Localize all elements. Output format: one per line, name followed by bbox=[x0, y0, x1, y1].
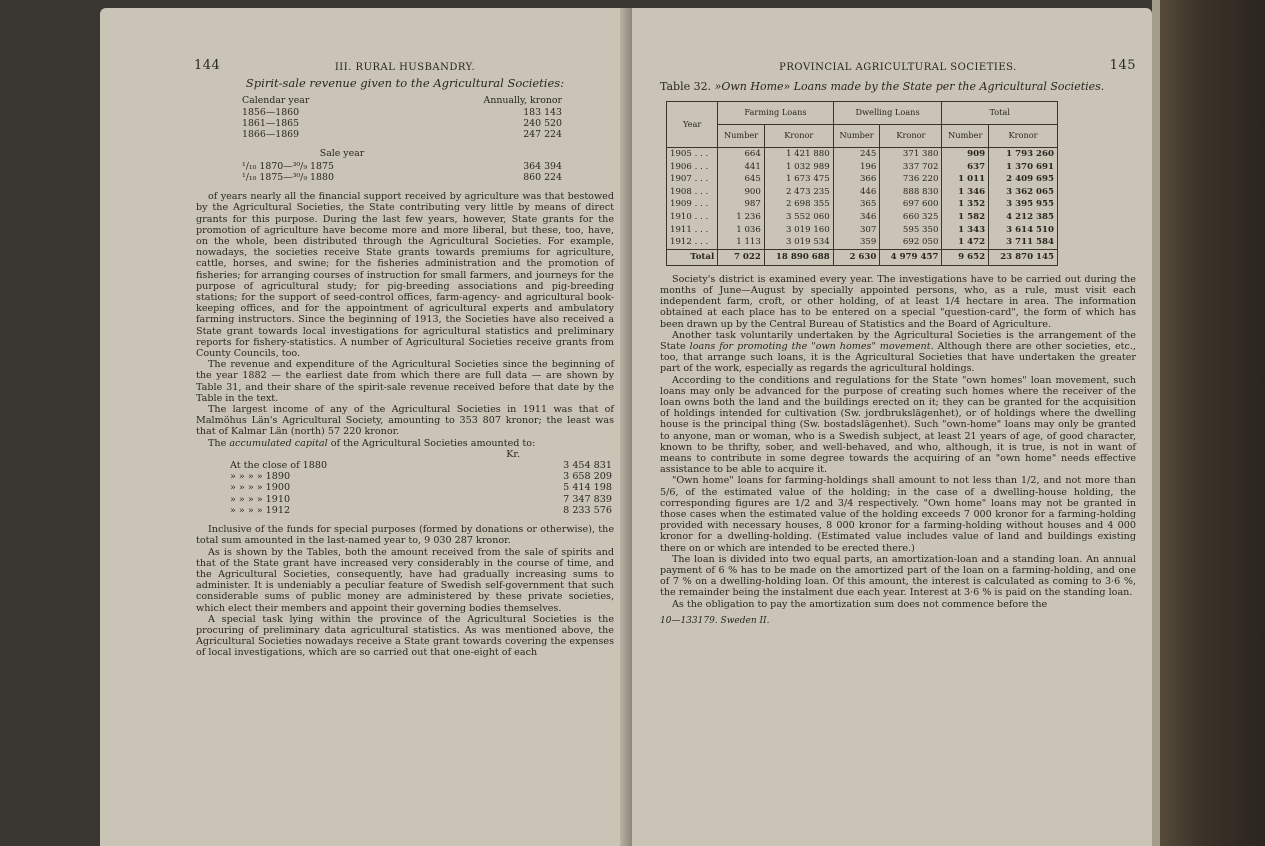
loan-row-fk: 3 019 160 bbox=[764, 224, 833, 237]
loan-row-fn: 1 113 bbox=[718, 236, 765, 249]
calendar-row bbox=[242, 118, 562, 129]
loan-row bbox=[667, 173, 1058, 186]
loan-row-dk: 337 702 bbox=[880, 161, 942, 174]
loan-row-fn: 1 236 bbox=[718, 211, 765, 224]
left-paragraph-1: of years nearly all the financial support received by agriculture was that bestowed by the Agricultural Societies, the State contributing very little by means of direct grants for this purpose. During the last few years, however, State grants for the promotion of agriculture have become more and more liberal, but these, too, have, on the whole, been distributed through the Agricultural Societies. For example, nowadays, the societies receive State grants towards premiums for agriculture, cattle, horses, and swine; for the fisheries administration and the promotion of fisheries; for arranging courses of instruction for small farmers, and journeys for the purpose of agricultural study; for pig-breeding associations and pig-breeding stations; for the support of seed-control offices, farm-agency- and agricultural book-keeping offices, and for the appointment of agricultural experts and ambulatory farming instructors. Since the beginning of 1913, the Societies have also received a State grant towards local investigations for agricultural statistics and preliminary reports for fishery-statistics. A number of Agricultural Societies receive grants from County Councils, too. bbox=[196, 191, 614, 360]
loan-row-dk: 692 050 bbox=[880, 236, 942, 249]
book-binding bbox=[1152, 0, 1265, 846]
loan-row-year: 1908 . . . bbox=[667, 186, 718, 199]
table-32-label: Table 32. bbox=[660, 80, 712, 93]
dwelling-loans-header: Dwelling Loans bbox=[833, 102, 942, 125]
capital-row bbox=[230, 505, 612, 516]
sale-year-row-period: ¹/₁₀ 1870—³⁰/₉ 1875 bbox=[242, 161, 334, 173]
left-paragraph-4 bbox=[196, 438, 614, 449]
loan-row-fk: 1 421 880 bbox=[764, 148, 833, 161]
loan-row bbox=[667, 161, 1058, 174]
calendar-row-period: 1866—1869 bbox=[242, 129, 300, 141]
capital-row-amount: 5 414 198 bbox=[563, 482, 612, 494]
loan-total-row-fn: 7 022 bbox=[718, 249, 765, 265]
kronor-header: Kronor bbox=[989, 125, 1058, 148]
capital-row-label: » » » » 1912 bbox=[230, 504, 291, 516]
sale-year-row-amount: 364 394 bbox=[523, 161, 562, 173]
loan-row-tn: 1 472 bbox=[942, 236, 989, 249]
loan-row-tk: 1 793 260 bbox=[989, 148, 1058, 161]
calendar-row-period: 1856—1860 bbox=[242, 107, 300, 119]
right-paragraph-1: Society's district is examined every year. The investigations have to be carried out during the months of June—August by specially appointed persons, who, as a rule, must visit each independent farm, croft, or other holding, of at least 1/4 hectare in area. The information obtained at each place has to be entered on a special "question-card", the form of which has been drawn up by the Central Bureau of Statistics and the Board of Agriculture. bbox=[660, 273, 1136, 330]
loan-row-dk: 736 220 bbox=[880, 173, 942, 186]
loan-total-row-tk: 23 870 145 bbox=[989, 249, 1058, 265]
capital-table bbox=[230, 460, 612, 516]
sale-year-row bbox=[242, 161, 562, 172]
calendar-row bbox=[242, 107, 562, 118]
loan-row-dk: 697 600 bbox=[880, 198, 942, 211]
right-paragraph-3: According to the conditions and regulations for the State "own homes" loan movement, such loans may only be advanced for the purpose of creating such homes where the receiver of the loan owns both the land and the buildings erected on it; they can be granted for the acquisition of holdings intended for cultivation (Sw. jordbrukslägenhet), or of holdings where the dwelling house is the principal thing (Sw. bostadslägenhet). Such "own-home" loans may only be granted to anyone, man or woman, who is a Swedish subject, at least 21 years of age, of good character, known to be thrifty, sober, and well-behaved, and who, although, it is true, is not in want of means to contribute in some degree towards the acquiring of an "own home" needs effective assistance to be able to acquire it. bbox=[660, 374, 1136, 476]
right-page-number: 145 bbox=[1109, 58, 1136, 73]
loan-total-row-year: Total bbox=[667, 249, 718, 265]
capital-row-amount: 8 233 576 bbox=[563, 504, 612, 516]
loan-row-fn: 900 bbox=[718, 186, 765, 199]
calendar-row bbox=[242, 129, 562, 140]
loan-row-tk: 3 362 065 bbox=[989, 186, 1058, 199]
loan-row-year: 1910 . . . bbox=[667, 211, 718, 224]
loan-row-fk: 2 473 235 bbox=[764, 186, 833, 199]
loan-row-year: 1906 . . . bbox=[667, 161, 718, 174]
left-page-number: 144 bbox=[194, 58, 221, 73]
loan-row-fk: 3 552 060 bbox=[764, 211, 833, 224]
loan-row-dk: 371 380 bbox=[880, 148, 942, 161]
spirit-sale-table bbox=[242, 95, 562, 183]
loan-row-fk: 1 673 475 bbox=[764, 173, 833, 186]
para2-pre: Another task voluntarily undertaken by the Agricultural Societies is the arrangement of the State bbox=[660, 329, 1136, 352]
loan-row-tn: 1 343 bbox=[942, 224, 989, 237]
loan-row-dn: 359 bbox=[833, 236, 880, 249]
sale-year-row-amount: 860 224 bbox=[523, 172, 562, 184]
para4-emphasis: accumulated capital bbox=[229, 437, 328, 449]
loan-row-dk: 660 325 bbox=[880, 211, 942, 224]
loan-total-row-dn: 2 630 bbox=[833, 249, 880, 265]
sale-year-label: Sale year bbox=[319, 148, 365, 160]
capital-row bbox=[230, 471, 612, 482]
left-paragraph-2: The revenue and expenditure of the Agricultural Societies since the beginning of the year 1882 — the earliest date from which there are full data — are shown by Table 31, and their share of the spirit-sale revenue received before that date by the Table in the text. bbox=[196, 359, 614, 404]
number-header: Number bbox=[718, 125, 765, 148]
para4-post: of the Agricultural Societies amounted to: bbox=[330, 437, 536, 449]
own-home-loans-table bbox=[666, 101, 1058, 266]
left-header bbox=[196, 60, 614, 84]
capital-row bbox=[230, 460, 612, 471]
loan-row-year: 1912 . . . bbox=[667, 236, 718, 249]
kr-label: Kr. bbox=[506, 448, 520, 460]
total-header: Total bbox=[942, 102, 1058, 125]
year-header: Year bbox=[667, 102, 718, 148]
loan-row-dk: 595 350 bbox=[880, 224, 942, 237]
right-paragraph-6: As the obligation to pay the amortization sum does not commence before the bbox=[672, 598, 1048, 610]
sale-year-row bbox=[242, 172, 562, 183]
calendar-row-period: 1861—1865 bbox=[242, 118, 300, 130]
loan-row-fk: 3 019 534 bbox=[764, 236, 833, 249]
loan-row-year: 1911 . . . bbox=[667, 224, 718, 237]
loan-row-tn: 1 346 bbox=[942, 186, 989, 199]
loan-row bbox=[667, 198, 1058, 211]
capital-row-label: At the close of 1880 bbox=[230, 460, 328, 472]
right-running-head: PROVINCIAL AGRICULTURAL SOCIETIES. bbox=[779, 62, 1017, 73]
left-paragraph-3: The largest income of any of the Agricultural Societies in 1911 was that of Malmöhus Län's Agricultural Society, amounting to 353 807 kronor; the least was that of Kalmar Län (north) 57 220 kronor. bbox=[196, 404, 614, 438]
capital-row-amount: 3 658 209 bbox=[563, 471, 612, 483]
loan-row-fn: 664 bbox=[718, 148, 765, 161]
right-header bbox=[660, 60, 1136, 84]
right-paragraph-5: The loan is divided into two equal parts, an amortization-loan and a standing loan. An annual payment of 6 % has to be made on the amortized part of the loan on a farming-holding, and one of 7 % on a dwelling-holding loan. Of this amount, the interest is calculated as coming to 3·6 %, the remainder being the instalment due each year. Interest at 3·6 % is paid on the standing loan. bbox=[660, 553, 1136, 599]
loan-total-row-dk: 4 979 457 bbox=[880, 249, 942, 265]
loan-total-row-fk: 18 890 688 bbox=[764, 249, 833, 265]
loan-row-tk: 3 614 510 bbox=[989, 224, 1058, 237]
right-page bbox=[632, 8, 1152, 846]
left-paragraph-5: Inclusive of the funds for special purposes (formed by donations or otherwise), the total sum amounted in the last-named year to, 9 030 287 kronor. bbox=[196, 524, 614, 547]
calendar-row-amount: 240 520 bbox=[523, 118, 562, 130]
capital-row bbox=[230, 494, 612, 505]
loan-row-dk: 888 830 bbox=[880, 186, 942, 199]
capital-row-label: » » » » 1890 bbox=[230, 471, 291, 483]
loan-row-year: 1907 . . . bbox=[667, 173, 718, 186]
loan-row-tn: 637 bbox=[942, 161, 989, 174]
loan-row-fn: 645 bbox=[718, 173, 765, 186]
spirit-sale-header bbox=[242, 95, 562, 106]
loan-row-dn: 366 bbox=[833, 173, 880, 186]
loan-row-tk: 3 395 955 bbox=[989, 198, 1058, 211]
loan-row bbox=[667, 211, 1058, 224]
loan-row-fn: 987 bbox=[718, 198, 765, 211]
farming-loans-header: Farming Loans bbox=[718, 102, 834, 125]
capital-row-label: » » » » 1900 bbox=[230, 482, 291, 494]
loan-row-tn: 1 011 bbox=[942, 173, 989, 186]
loan-row-fn: 441 bbox=[718, 161, 765, 174]
left-paragraph-6: As is shown by the Tables, both the amount received from the sale of spirits and that of the State grant have increased very considerably in the course of time, and the Agricultural Societies, consequently, have had gradually increasing sums to administer. It is undeniably a peculiar feature of Swedish self-government that such considerable sums of public money are administered by these private societies, which elect their members and appoint their governing bodies themselves. bbox=[196, 546, 614, 614]
capital-row bbox=[230, 482, 612, 493]
loan-total-row bbox=[667, 249, 1058, 265]
loan-row bbox=[667, 236, 1058, 249]
number-header: Number bbox=[942, 125, 989, 148]
loan-row-year: 1909 . . . bbox=[667, 198, 718, 211]
loan-row-year: 1905 . . . bbox=[667, 148, 718, 161]
spirit-sale-caption: Spirit-sale revenue given to the Agricultural Societies: bbox=[245, 76, 565, 90]
calendar-row-amount: 183 143 bbox=[523, 107, 562, 119]
loan-row-fk: 1 032 989 bbox=[764, 161, 833, 174]
left-paragraph-7: A special task lying within the province of the Agricultural Societies is the procuring of preliminary data agricultural statistics. As was mentioned above, the Agricultural Societies nowadays receive a State grant towards covering the expenses of local investigations, which are so carried out that one-eight of each bbox=[196, 613, 614, 659]
right-paragraph-4: "Own home" loans for farming-holdings shall amount to not less than 1/2, and not more than 5/6, of the estimated value of the holding; in the case of a dwelling-house holding, the corresponding figures are 1/2 and 3/4 respectively. "Own home" loans may not be granted in those cases when the estimated value of the holding exceeds 7 000 kronor for a farming-holding provided with necessary houses, 8 000 kronor for a farming-holding without houses and 4 000 kronor for a dwelling-holding. (Estimated value includes value of land and buildings existing there on or which are intended to be erected there.) bbox=[660, 475, 1136, 554]
para2-emphasis: loans for promoting the "own homes" movement. bbox=[689, 340, 934, 352]
loan-row-fn: 1 036 bbox=[718, 224, 765, 237]
loan-total-row-tn: 9 652 bbox=[942, 249, 989, 265]
para2-post: Although there are other societies, etc., too, that arrange such loans, it is the Agricultural Societies that have undertaken the greater part of the work, especially as regards the agricultural holdings. bbox=[660, 340, 1136, 375]
right-paragraph-2 bbox=[660, 330, 1136, 375]
loan-row-dn: 245 bbox=[833, 148, 880, 161]
loan-row-dn: 196 bbox=[833, 161, 880, 174]
loan-row-tk: 3 711 584 bbox=[989, 236, 1058, 249]
loan-row-tn: 909 bbox=[942, 148, 989, 161]
table-32-caption: »Own Home» Loans made by the State per the Agricultural Societies. bbox=[714, 80, 1105, 93]
loan-row-tk: 4 212 385 bbox=[989, 211, 1058, 224]
loan-row bbox=[667, 186, 1058, 199]
loan-row bbox=[667, 224, 1058, 237]
capital-row-amount: 7 347 839 bbox=[563, 493, 612, 505]
calendar-year-header: Calendar year bbox=[242, 95, 310, 107]
page-footer: 10—133179. Sweden II. bbox=[660, 615, 770, 626]
loan-row bbox=[667, 148, 1058, 161]
annually-header: Annually, kronor bbox=[483, 95, 562, 107]
capital-row-amount: 3 454 831 bbox=[563, 460, 612, 472]
para4-pre: The bbox=[208, 437, 227, 449]
loan-row-tn: 1 582 bbox=[942, 211, 989, 224]
capital-row-label: » » » » 1910 bbox=[230, 493, 291, 505]
loan-row-dn: 346 bbox=[833, 211, 880, 224]
kronor-header: Kronor bbox=[880, 125, 942, 148]
loan-row-tn: 1 352 bbox=[942, 198, 989, 211]
loan-row-fk: 2 698 355 bbox=[764, 198, 833, 211]
sale-year-row-period: ¹/₁₀ 1875—³⁰/₉ 1880 bbox=[242, 172, 334, 184]
number-header: Number bbox=[833, 125, 880, 148]
kronor-header: Kronor bbox=[764, 125, 833, 148]
loan-row-dn: 307 bbox=[833, 224, 880, 237]
left-page bbox=[100, 8, 628, 846]
calendar-row-amount: 247 224 bbox=[523, 129, 562, 141]
loan-row-tk: 2 409 695 bbox=[989, 173, 1058, 186]
loan-row-dn: 365 bbox=[833, 198, 880, 211]
loan-row-tk: 1 370 691 bbox=[989, 161, 1058, 174]
loan-row-dn: 446 bbox=[833, 186, 880, 199]
left-running-head: III. RURAL HUSBANDRY. bbox=[334, 62, 476, 73]
